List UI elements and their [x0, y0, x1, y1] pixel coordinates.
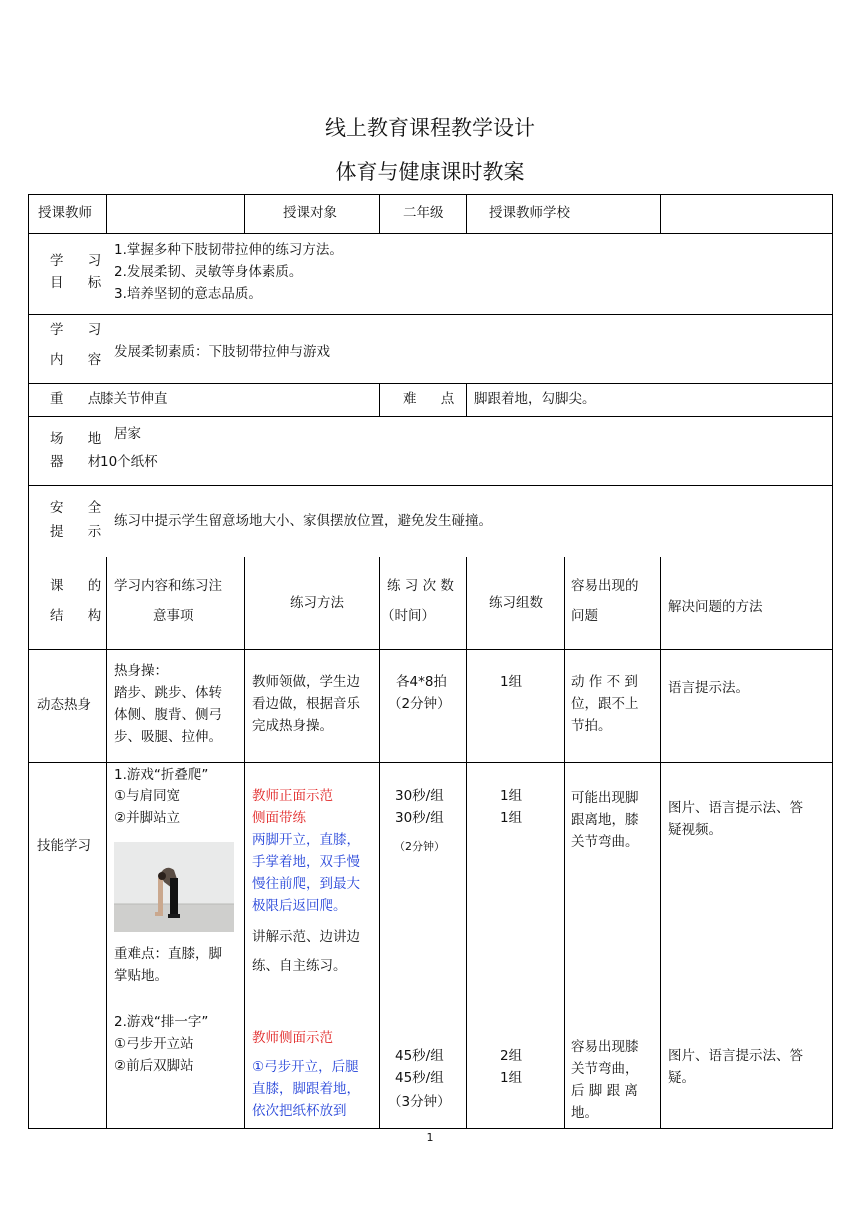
warmup-sets: 1组: [500, 674, 523, 690]
col-method-header: 练习方法: [290, 595, 344, 611]
warmup-problems-3: 节拍。: [571, 718, 612, 734]
warmup-method-2: 看边做，根据音乐: [252, 696, 360, 712]
game1-solutions-1: 图片、语言提示法、答: [668, 800, 803, 816]
game1-sets-1: 1组: [500, 788, 523, 804]
content-label-1: 学 习: [50, 322, 112, 338]
game2-step-2: ②前后双脚站: [114, 1058, 194, 1074]
game1-key-2: 掌贴地。: [114, 968, 168, 984]
game2-problems-2: 关节弯曲，: [571, 1061, 639, 1077]
game1-step-1: ①与肩同宽: [114, 788, 181, 804]
teacher-label: 授课教师: [38, 205, 92, 221]
page-number: 1: [426, 1131, 434, 1144]
warmup-count: 各4*8拍: [396, 674, 447, 690]
folding-crawl-photo: [114, 842, 234, 932]
content-value: 发展柔韧素质：下肢韧带拉伸与游戏: [114, 344, 330, 360]
col-count-header-1: 练 习 次 数: [387, 578, 454, 594]
warmup-phase: 动态热身: [37, 697, 91, 713]
game1-step-2: ②并脚站立: [114, 810, 181, 826]
safety-label-1: 安 全: [50, 500, 112, 516]
col-sets-header: 练习组数: [489, 595, 543, 611]
warmup-time: （2分钟）: [388, 696, 451, 712]
warmup-solution: 语言提示法。: [668, 680, 749, 696]
game1-problems-2: 跟离地，膝: [571, 812, 639, 828]
game2-count-1: 45秒/组: [395, 1048, 444, 1064]
equipment-value: 10个纸杯: [100, 454, 158, 470]
game2-solutions-1: 图片、语言提示法、答: [668, 1048, 803, 1064]
game1-count-1: 30秒/组: [395, 788, 444, 804]
warmup-content-2: 踏步、跳步、体转: [114, 685, 222, 701]
warmup-content-1: 热身操：: [114, 663, 168, 679]
game2-sets-1: 2组: [500, 1048, 523, 1064]
game2-sets-2: 1组: [500, 1070, 523, 1086]
target-value: 二年级: [403, 205, 444, 221]
school-label: 授课教师学校: [489, 205, 570, 221]
warmup-method-3: 完成热身操。: [252, 718, 333, 734]
game1-method-6: 练、自主练习。: [252, 958, 347, 974]
structure-label-1: 课 的: [50, 578, 112, 594]
game1-sets-2: 1组: [500, 810, 523, 826]
col-problems-header-1: 容易出现的: [571, 578, 639, 594]
safety-value: 练习中提示学生留意场地大小、家俱摆放位置，避免发生碰撞。: [114, 513, 492, 529]
venue-label-2: 器 材: [50, 454, 112, 470]
warmup-problems-1: 动 作 不 到: [571, 674, 638, 690]
game2-method-3: 依次把纸杯放到: [252, 1103, 347, 1119]
col-content-header-1: 学习内容和练习注: [114, 578, 222, 594]
warmup-problems-2: 位，跟不上: [571, 696, 639, 712]
game1-method-1: 两脚开立，直膝，: [252, 832, 360, 848]
objective-item-2: 2.发展柔韧、灵敏等身体素质。: [114, 264, 303, 280]
col-problems-header-2: 问题: [571, 608, 598, 624]
key-points-value: 膝关节伸直: [100, 391, 168, 407]
game1-problems-3: 关节弯曲。: [571, 834, 639, 850]
game2-problems-1: 容易出现膝: [571, 1039, 639, 1055]
difficulty-label: 难 点: [403, 391, 465, 407]
objective-item-3: 3.培养坚韧的意志品质。: [114, 286, 262, 302]
venue-label-1: 场 地: [50, 431, 112, 447]
document-title: 线上教育课程教学设计: [325, 116, 535, 140]
warmup-method-1: 教师领做，学生边: [252, 674, 360, 690]
venue-value: 居家: [114, 426, 141, 442]
target-label: 授课对象: [283, 205, 337, 221]
game2-count-2: 45秒/组: [395, 1070, 444, 1086]
game2-time: （3分钟）: [388, 1094, 451, 1110]
key-points-label: 重 点: [50, 391, 112, 407]
col-count-header-2: （时间）: [381, 608, 435, 624]
game2-demo-side: 教师侧面示范: [252, 1030, 333, 1046]
game1-problems-1: 可能出现脚: [571, 790, 639, 806]
skills-phase: 技能学习: [37, 838, 91, 854]
content-label-2: 内 容: [50, 352, 112, 368]
game1-method-5: 讲解示范、边讲边: [252, 929, 360, 945]
game2-solutions-2: 疑。: [668, 1070, 695, 1086]
warmup-content-3: 体侧、腹背、侧弓: [114, 707, 222, 723]
objectives-label-1: 学 习: [50, 253, 112, 269]
warmup-content-4: 步、吸腿、拉伸。: [114, 729, 222, 745]
structure-label-2: 结 构: [50, 608, 112, 624]
col-content-header-2: 意事项: [153, 608, 194, 624]
game1-count-2: 30秒/组: [395, 810, 444, 826]
game1-key-1: 重难点：直膝，脚: [114, 946, 222, 962]
game1-method-3: 慢往前爬，到最大: [252, 876, 360, 892]
game2-method-1: ①弓步开立，后腿: [252, 1059, 359, 1075]
game1-method-4: 极限后返回爬。: [252, 898, 347, 914]
col-solutions-header: 解决问题的方法: [668, 599, 763, 615]
document-subtitle: 体育与健康课时教案: [335, 160, 525, 184]
safety-label-2: 提 示: [50, 524, 112, 540]
game2-problems-4: 地。: [571, 1105, 598, 1121]
objective-item-1: 1.掌握多种下肢韧带拉伸的练习方法。: [114, 242, 343, 258]
game2-method-2: 直膝，脚跟着地，: [252, 1081, 360, 1097]
game1-title: 1.游戏“折叠爬”: [114, 767, 209, 783]
game2-problems-3: 后 脚 跟 离: [571, 1083, 638, 1099]
game2-step-1: ①弓步开立站: [114, 1036, 194, 1052]
game1-demo-front: 教师正面示范: [252, 788, 333, 804]
game2-title: 2.游戏“排一字”: [114, 1014, 209, 1030]
game1-method-2: 手掌着地，双手慢: [252, 854, 360, 870]
objectives-label-2: 目 标: [50, 275, 112, 291]
game1-solutions-2: 疑视频。: [668, 822, 722, 838]
game1-time: （2分钟）: [394, 840, 445, 853]
difficulty-value: 脚跟着地，勾脚尖。: [474, 391, 596, 407]
game1-demo-side: 侧面带练: [252, 810, 306, 826]
